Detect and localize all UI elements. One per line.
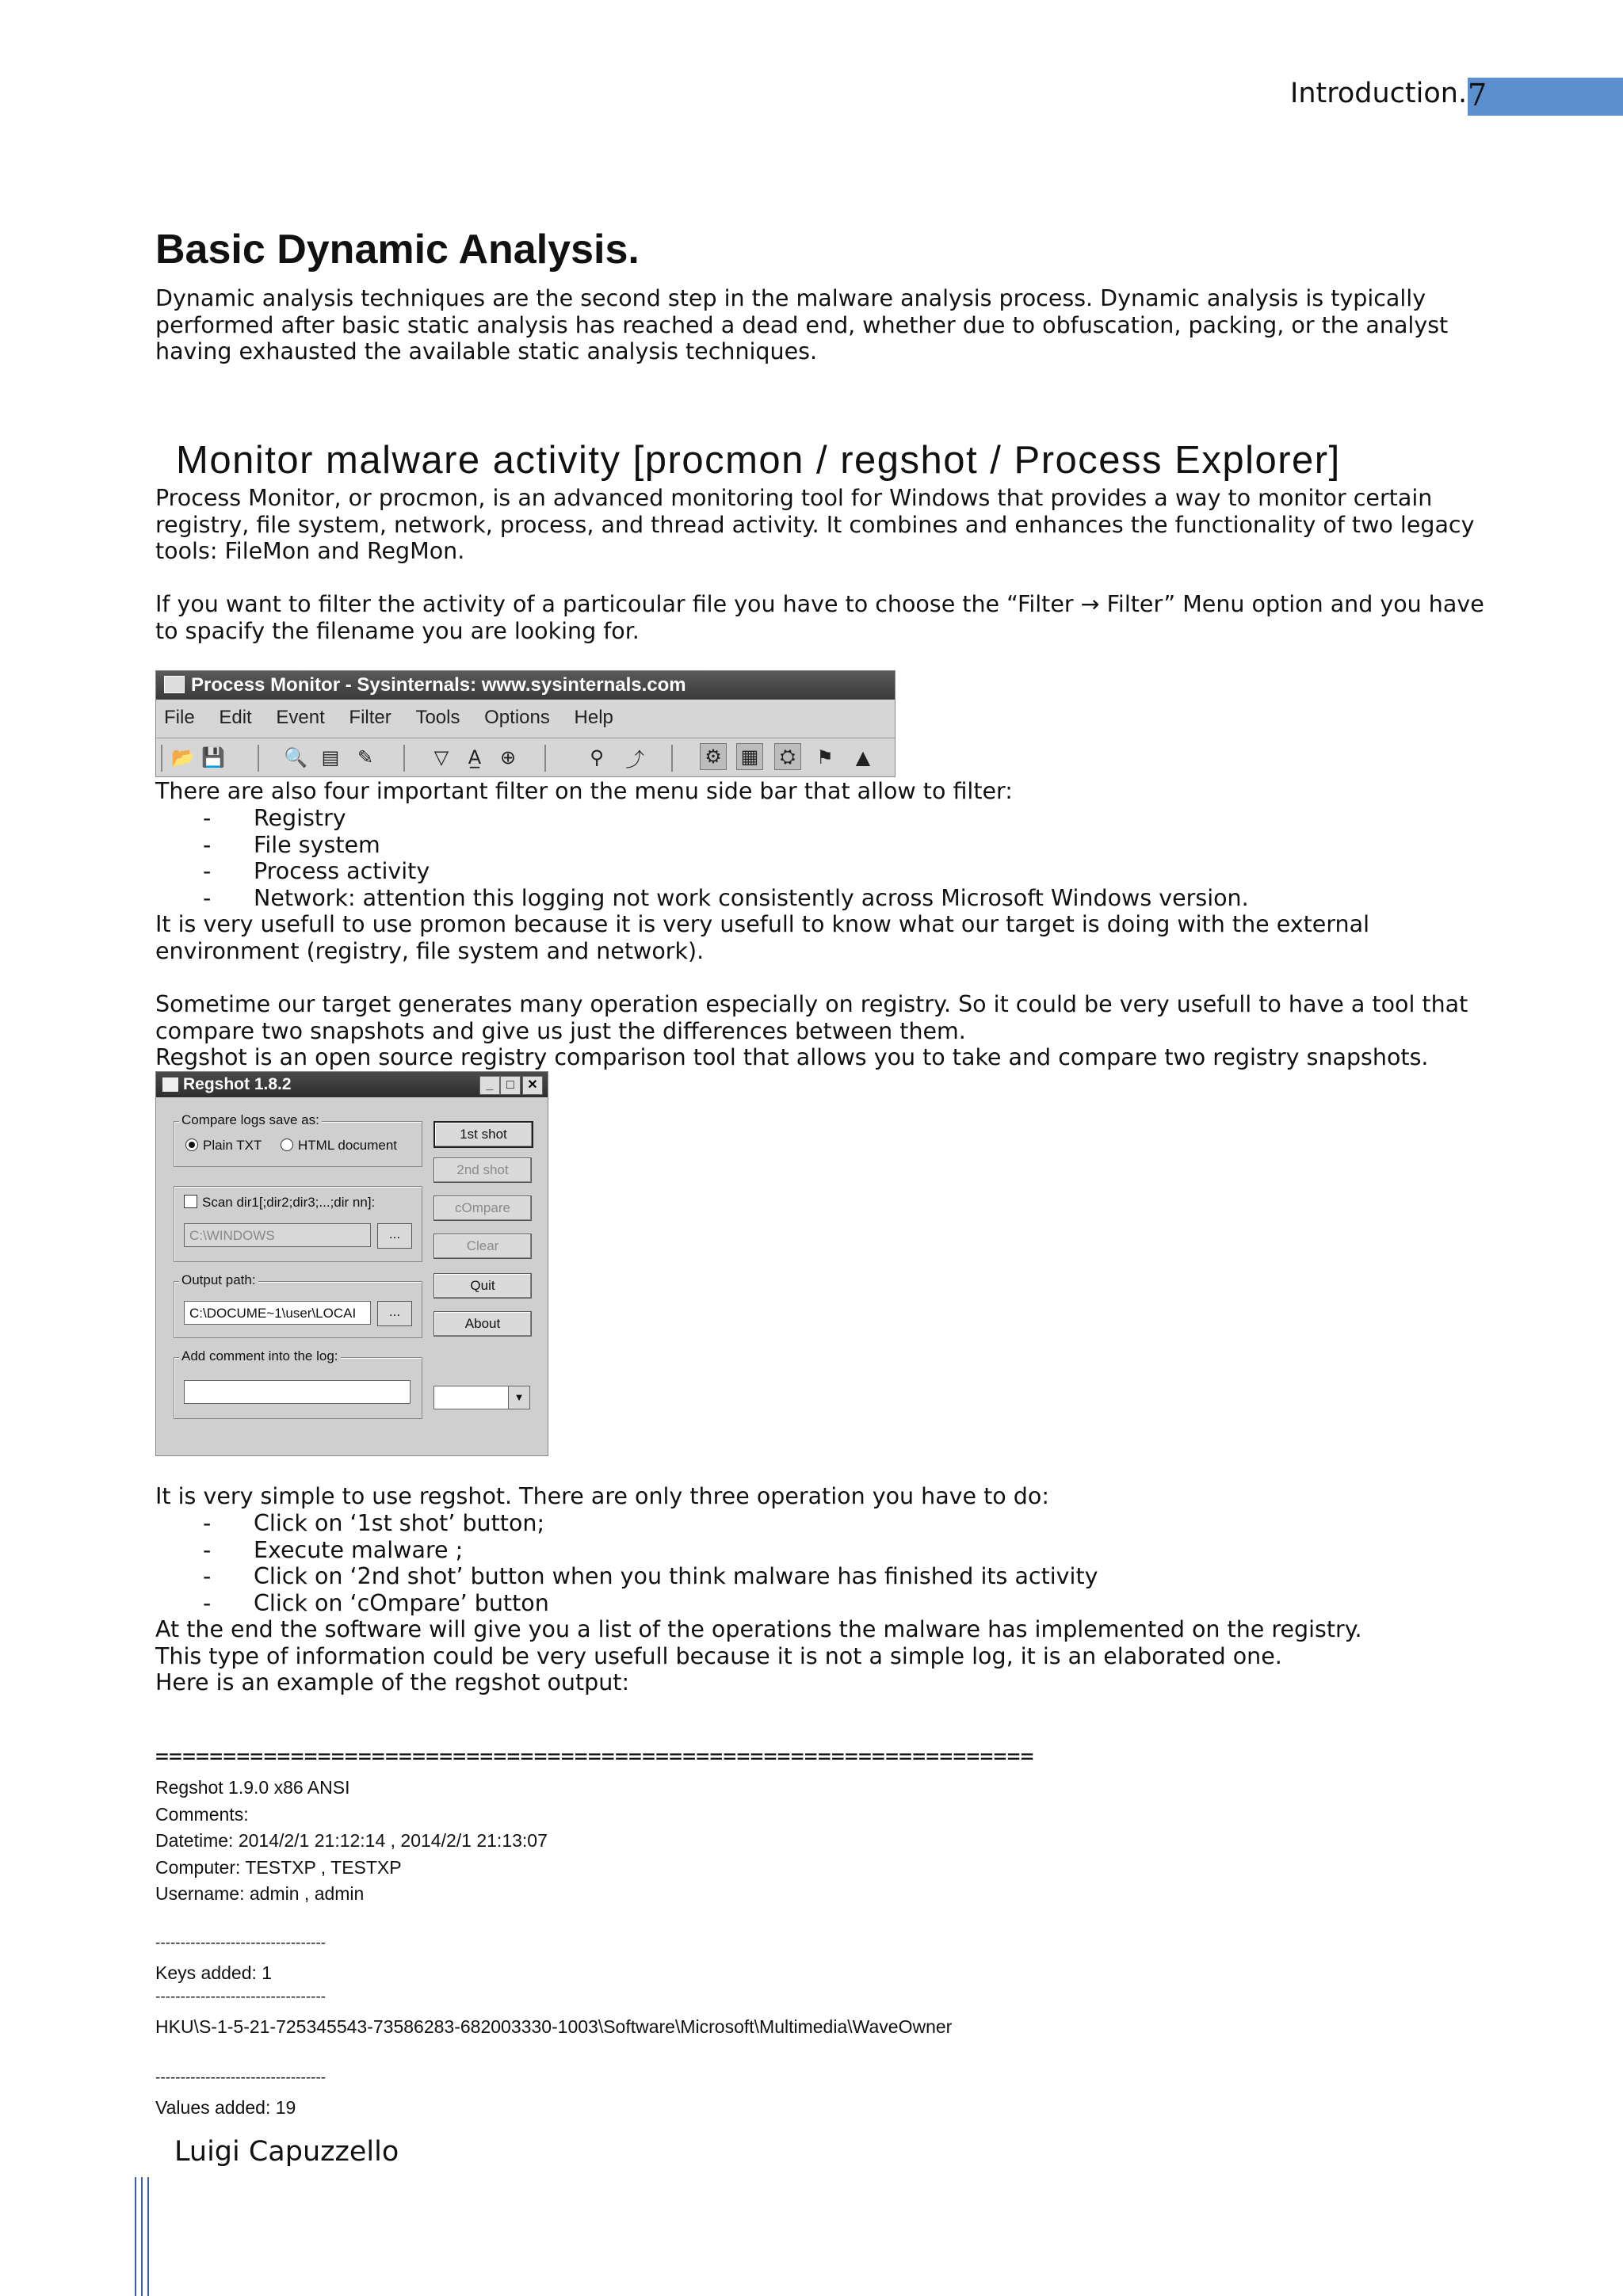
list-item: - Registry	[203, 805, 346, 831]
scan-browse-button[interactable]: ...	[377, 1223, 412, 1249]
text-line: environment (registry, file system and network).	[155, 937, 705, 964]
scan-dir-checkbox[interactable]	[184, 1195, 375, 1211]
text-line: registry, file system, network, process, and thread activity. It combines and enhances the functionality of two legacy	[155, 511, 1475, 538]
open-folder-icon[interactable]: 📂	[171, 746, 195, 769]
list-item-text: Execute malware ;	[254, 1536, 464, 1563]
radio-icon	[281, 1138, 293, 1151]
target-icon[interactable]: ⊕	[499, 746, 517, 769]
regshot-usage-intro: It is very simple to use regshot. There are only three operation you have to do:	[155, 1483, 1049, 1509]
procmon-paragraph	[155, 485, 1475, 565]
group-label: Add comment into the log:	[179, 1348, 341, 1364]
radio-label: Plain TXT	[203, 1138, 262, 1153]
magnifier-icon[interactable]: 🔍	[284, 746, 307, 769]
output-path-group	[174, 1272, 422, 1338]
first-shot-button[interactable]: 1st shot	[433, 1121, 533, 1148]
menu-options[interactable]: Options	[484, 707, 550, 728]
output-dash-line: ----------------------------------	[155, 1935, 327, 1951]
list-item: - Click on ‘1st shot’ button;	[203, 1510, 545, 1536]
list-item: - Execute malware ;	[203, 1536, 464, 1563]
regshot-title: Regshot 1.8.2	[183, 1075, 292, 1093]
regshot-result-paragraph	[155, 1616, 1463, 1696]
network-filter-icon[interactable]: ⛭	[774, 743, 801, 770]
procmon-titlebar	[156, 671, 895, 700]
regshot-screenshot	[155, 1071, 548, 1456]
binoculars-icon[interactable]: ⚲	[590, 746, 604, 769]
output-line: Regshot 1.9.0 x86 ANSI	[155, 1777, 350, 1798]
keys-added: Keys added: 1	[155, 1962, 273, 1983]
highlight-icon[interactable]: A̲	[468, 746, 482, 769]
toolbar-separator	[161, 745, 162, 772]
scan-dir-group	[174, 1186, 422, 1262]
procmon-menubar	[156, 700, 895, 736]
about-button[interactable]: About	[433, 1311, 532, 1337]
output-dash-line: ----------------------------------	[155, 2069, 327, 2086]
registry-filter-icon[interactable]: ⚙	[700, 743, 727, 770]
text-line: Dynamic analysis techniques are the second step in the malware analysis process. Dynamic analysis is typically	[155, 285, 1426, 311]
text-line: compare two snapshots and give us just the differences between them.	[155, 1017, 966, 1044]
compare-button[interactable]: cOmpare	[433, 1196, 532, 1221]
procmon-app-icon	[164, 676, 185, 693]
group-label: Output path:	[179, 1272, 258, 1288]
filesystem-filter-icon[interactable]: ▦	[736, 743, 763, 770]
radio-plain-txt[interactable]	[185, 1138, 262, 1154]
regshot-intro-paragraph	[155, 991, 1468, 1071]
list-item: - Process activity	[203, 858, 430, 884]
quit-button[interactable]: Quit	[433, 1273, 532, 1299]
output-line: Computer: TESTXP , TESTXP	[155, 1856, 402, 1878]
list-item-text: File system	[254, 831, 380, 858]
key-path: HKU\S-1-5-21-725345543-73586283-682003330-1003\Software\Microsoft\Multimedia\WaveOwner	[155, 2016, 953, 2037]
footer-rule	[135, 2177, 136, 2296]
comment-input[interactable]	[184, 1380, 411, 1404]
edit-icon[interactable]: ✎	[357, 746, 374, 769]
running-header: Introduction.	[1290, 78, 1468, 109]
language-select[interactable]	[433, 1386, 530, 1409]
text-line: It is very usefull to use promon because it is very usefull to know what our target is doing with the external	[155, 911, 1370, 937]
menu-event[interactable]: Event	[276, 707, 325, 728]
text-line: At the end the software will give you a list of the operations the malware has implemented on the registry.	[155, 1616, 1362, 1642]
menu-tools[interactable]: Tools	[415, 707, 460, 728]
filter-list	[203, 805, 1249, 911]
output-rule: =================================================================	[155, 1743, 1034, 1769]
footer-rule	[147, 2177, 149, 2296]
output-line: Username: admin , admin	[155, 1883, 365, 1904]
maximize-icon[interactable]: □	[500, 1076, 521, 1095]
clear-button[interactable]: Clear	[433, 1234, 532, 1259]
list-item: - Click on ‘2nd shot’ button when you think malware has finished its activity	[203, 1563, 1098, 1589]
menu-help[interactable]: Help	[574, 707, 613, 728]
radio-selected-icon	[185, 1138, 198, 1151]
section-title-monitor-malware: Monitor malware activity [procmon / regshot / Process Explorer]	[176, 439, 1341, 482]
output-dash-line: ----------------------------------	[155, 1989, 327, 2005]
filter-intro: There are also four important filter on the menu side bar that allow to filter:	[155, 778, 1013, 804]
compare-logs-group	[174, 1112, 422, 1167]
output-line: Datetime: 2014/2/1 21:12:14 , 2014/2/1 21:13:07	[155, 1830, 548, 1851]
procmon-usefulness-paragraph	[155, 911, 1463, 964]
menu-edit[interactable]: Edit	[219, 707, 252, 728]
footer-author: Luigi Capuzzello	[174, 2136, 399, 2168]
text-line: to spacify the filename you are looking for.	[155, 617, 640, 644]
save-icon[interactable]: 💾	[201, 746, 225, 769]
comment-group	[174, 1348, 422, 1419]
filter-paragraph	[155, 591, 1484, 644]
toolbar-separator	[403, 745, 405, 772]
scan-dir-input[interactable]: C:\WINDOWS	[184, 1223, 371, 1247]
list-item-text: Network: attention this logging not work consistently across Microsoft Windows version.	[254, 884, 1249, 911]
procmon-toolbar	[156, 738, 895, 776]
regshot-titlebar	[156, 1072, 548, 1097]
second-shot-button[interactable]: 2nd shot	[433, 1158, 532, 1183]
chevron-down-icon: ▼	[508, 1386, 529, 1409]
list-item-text: Click on ‘1st shot’ button;	[254, 1510, 545, 1536]
intro-paragraph	[155, 285, 1463, 365]
output-browse-button[interactable]: ...	[377, 1301, 412, 1326]
profiling-filter-icon[interactable]: ▲	[855, 746, 871, 769]
output-path-input[interactable]: C:\DOCUME~1\user\LOCAI	[184, 1301, 371, 1325]
procmon-screenshot	[155, 670, 896, 777]
list-item: - File system	[203, 831, 380, 858]
text-line: Regshot is an open source registry comparison tool that allows you to take and compare two registry snapshots.	[155, 1044, 1429, 1070]
list-item-text: Registry	[254, 805, 346, 831]
toolbar-separator	[544, 745, 546, 772]
list-item-text: Process activity	[254, 858, 430, 884]
checkbox-icon	[184, 1195, 197, 1208]
group-label: Compare logs save as:	[179, 1112, 322, 1128]
filter-icon[interactable]: ▽	[433, 746, 449, 769]
text-line: having exhausted the available static analysis techniques.	[155, 338, 818, 364]
values-added: Values added: 19	[155, 2097, 296, 2118]
menu-file[interactable]: File	[164, 707, 195, 728]
text-line: This type of information could be very usefull because it is not a simple log, it is an elaborated one.	[155, 1642, 1282, 1669]
toolbar-separator	[258, 745, 259, 772]
list-item-text: Click on ‘2nd shot’ button when you think malware has finished its activity	[254, 1563, 1098, 1589]
jump-icon[interactable]: ⤴	[625, 748, 644, 771]
list-item: - Network: attention this logging not work consistently across Microsoft Windows version.	[203, 884, 1249, 911]
text-line: Process Monitor, or procmon, is an advanced monitoring tool for Windows that provides a way to monitor certain	[155, 485, 1433, 511]
properties-icon[interactable]: ▤	[321, 746, 340, 769]
checkbox-label: Scan dir1[;dir2;dir3;...;dir nn]:	[202, 1195, 376, 1210]
section-title-basic-dynamic-analysis: Basic Dynamic Analysis.	[155, 227, 640, 273]
output-header	[155, 1775, 548, 1908]
text-line: Here is an example of the regshot output:	[155, 1669, 630, 1695]
close-icon[interactable]: ✕	[522, 1076, 543, 1095]
header-accent-bar	[1468, 78, 1623, 116]
toolbar-separator	[671, 745, 673, 772]
menu-filter[interactable]: Filter	[349, 707, 391, 728]
page-number: 7	[1468, 78, 1487, 113]
list-item: - Click on ‘cOmpare’ button	[203, 1589, 549, 1616]
radio-html-document[interactable]	[281, 1138, 397, 1154]
regshot-steps-list	[203, 1510, 1098, 1616]
process-filter-icon[interactable]: ⚑	[816, 746, 834, 769]
text-line: performed after basic static analysis has reached a dead end, whether due to obfuscation, packing, or the analyst	[155, 311, 1449, 338]
minimize-icon[interactable]: _	[479, 1076, 500, 1095]
procmon-title: Process Monitor - Sysinternals: www.sysinternals.com	[191, 674, 686, 696]
radio-label: HTML document	[298, 1138, 398, 1153]
list-item-text: Click on ‘cOmpare’ button	[254, 1589, 549, 1616]
regshot-app-icon	[162, 1077, 178, 1092]
text-line: tools: FileMon and RegMon.	[155, 538, 465, 564]
output-line: Comments:	[155, 1803, 249, 1825]
text-line: Sometime our target generates many operation especially on registry. So it could be very usefull to have a tool that	[155, 991, 1468, 1017]
footer-rule	[141, 2177, 143, 2296]
text-line: If you want to filter the activity of a particoular file you have to choose the “Filter → Filter” Menu option and you have	[155, 591, 1484, 617]
